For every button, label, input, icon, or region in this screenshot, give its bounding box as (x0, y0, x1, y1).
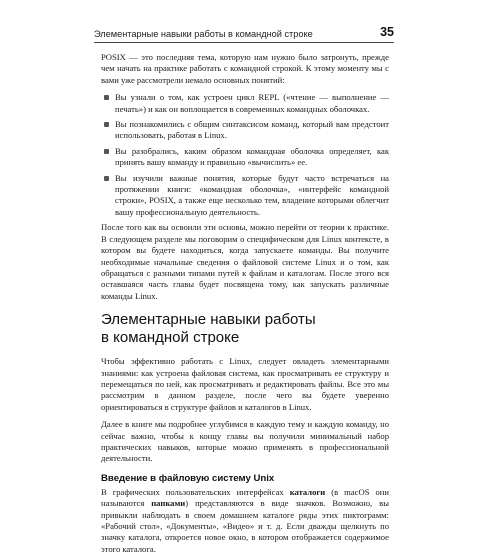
page-number: 35 (380, 25, 394, 39)
subsection-heading: Введение в файловую систему Unix (101, 472, 275, 484)
subsection-text-1: В графических пользовательских интерфейсах (101, 486, 290, 497)
list-item-text: Вы изучили важные понятия, которые будут часто встречаться на протяжении книги: «командная оболочка», «интерфейс командной строки», POSIX, а также еще несколько тем, владение которыми облегчит вашу профессиональную деятельность. (115, 172, 389, 217)
subsection-paragraph (101, 487, 389, 555)
page-header (94, 19, 394, 39)
section-paragraph-1: Чтобы эффективно работать с Linux, следует овладеть элементарными знаниями: как устроена файловая система, как просматривать ее структуру и перемещаться по ней, как просматривать и редактировать файлы. Все это мы рассмотрим в данном разделе, после чего вы будете уверенно ориентироваться в структуре файлов и каталогов в Linux. (101, 356, 389, 412)
page-content (101, 52, 389, 555)
section-heading (101, 311, 389, 347)
header-rule (94, 42, 394, 43)
list-item-text: Вы познакомились с общим синтаксисом команд, который вам предстоит использовать, работая в Linux. (115, 119, 389, 141)
bullet-square-icon (104, 176, 109, 181)
section-heading-line2: в командной строке (101, 329, 240, 347)
list-item (101, 92, 389, 115)
list-item (101, 146, 389, 169)
intro-paragraph: POSIX — это последняя тема, которую нам нужно было затронуть, прежде чем начать на практике работать с командной строкой. К этому моменту мы с вами уже рассмотрели немало основных понятий: (101, 52, 389, 85)
bullet-square-icon (104, 149, 109, 154)
subsection-text-3: ) представляются в виде значков. Возможно, вы привыкли наблюдать в своем домашнем каталоге ряды этих пиктограмм: «Рабочий стол», «Документы», «Видео» и т. д. Если дважды щелкнуть по значку каталога, откроется новое окно, в котором отображается содержимое этого каталога. (101, 498, 389, 554)
list-item (101, 119, 389, 142)
section-heading-line1: Элементарные навыки работы (101, 311, 316, 329)
section-paragraph-2: Далее в книге мы подробнее углубимся в каждую тему и каждую команду, но сейчас важно, чтобы к концу главы вы получили минимальный набор практических навыков, которые можно применять в профессиональной деятельности. (101, 419, 389, 464)
bullet-square-icon (104, 95, 109, 100)
subsection-text-2: (в macOS они называются (101, 486, 389, 509)
summary-paragraph: После того как вы освоили эти основы, можно перейти от теории к практике. В следующем разделе мы поговорим о специфическом для Linux контексте, в котором вы будете находиться, когда запускаете команды. Вы получите необходимые начальные сведения о файловой системе Linux и о том, как обращаться с разными типами путей к файлам и каталогам. После этого вся оставшаяся часть главы будет посвящена тому, как запускать различные команды Linux. (101, 222, 389, 301)
term-directories: каталоги (289, 486, 326, 497)
list-item-text: Вы разобрались, каким образом командная оболочка определяет, как принять вашу команду и правильно «вычислить» ее. (115, 145, 389, 168)
term-folders: папками (151, 498, 186, 509)
bullet-square-icon (104, 122, 109, 127)
summary-list (101, 92, 389, 218)
list-item-text: Вы узнали о том, как устроен цикл REPL («чтение — выполнение — печать») и как он воплощается в современных командных оболочках. (115, 92, 389, 114)
running-title: Элементарные навыки работы в командной строке (94, 29, 313, 39)
list-item (101, 173, 389, 219)
